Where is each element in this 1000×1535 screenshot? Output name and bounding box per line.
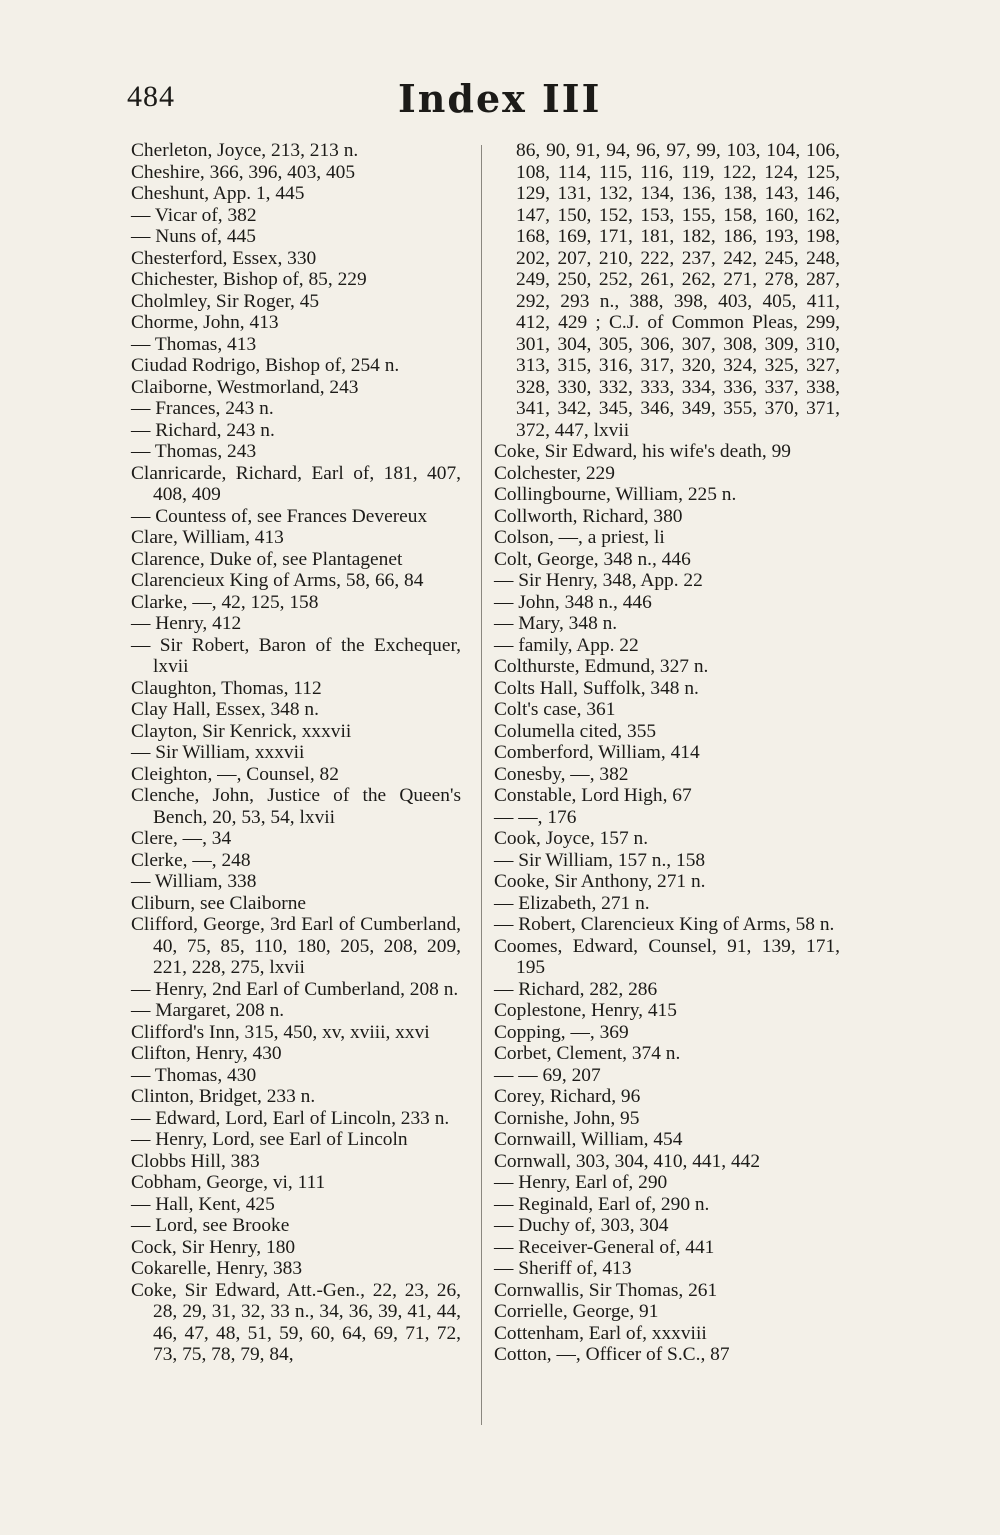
index-entry: Columella cited, 355 (494, 720, 657, 742)
index-entry: Coke, Sir Edward, Att.-Gen., 22, 23, 26, 28, 29, 31, 32, 33 n., 34, 36, 39, 41, 44, 46, 47, 48, 51, 59, 60, 64, 69, 71, 72, 73, 75, 78, 79, 84, (131, 1279, 461, 1365)
index-entry: — Reginald, Earl of, 290 n. (494, 1193, 710, 1215)
index-entry: Cliburn, see Claiborne (131, 892, 307, 914)
index-entry: Clere, —, 34 (131, 828, 232, 849)
index-entry: — Sheriff of, 413 (494, 1258, 632, 1279)
index-entry: Collingbourne, William, 225 n. (494, 484, 737, 505)
index-entry: — Henry, 2nd Earl of Cumberland, 208 n. (131, 978, 459, 1000)
index-entry: Clifford's Inn, 315, 450, xv, xviii, xxvi (131, 1021, 430, 1043)
index-entry: Clenche, John, Justice of the Queen's Bench, 20, 53, 54, lxvii (131, 785, 461, 828)
index-entry: — Thomas, 413 (131, 333, 257, 355)
index-entry: — Frances, 243 n. (131, 398, 274, 419)
index-entry: Corey, Richard, 96 (494, 1086, 641, 1107)
index-entry: — Mary, 348 n. (494, 613, 618, 634)
index-column-right (494, 140, 840, 1366)
index-entry: — Vicar of, 382 (131, 204, 257, 226)
index-entry: Collworth, Richard, 380 (494, 505, 683, 527)
index-entry: Cottenham, Earl of, xxxviii (494, 1322, 707, 1344)
index-entry: — Henry, 412 (131, 613, 242, 634)
index-entry: — Elizabeth, 271 n. (494, 892, 650, 914)
index-entry: Coplestone, Henry, 415 (494, 1000, 677, 1021)
index-entry: Cleighton, —, Counsel, 82 (131, 763, 339, 785)
index-entry: — Hall, Kent, 425 (131, 1193, 275, 1215)
index-column-left (131, 140, 461, 1366)
index-entry: Ciudad Rodrigo, Bishop of, 254 n. (131, 355, 400, 376)
index-entry: Clarencieux King of Arms, 58, 66, 84 (131, 570, 424, 591)
index-entry: — John, 348 n., 446 (494, 591, 652, 613)
index-entry: — Duchy of, 303, 304 (494, 1215, 669, 1236)
index-entry: Cock, Sir Henry, 180 (131, 1236, 296, 1258)
index-entry: — Nuns of, 445 (131, 226, 256, 247)
index-entry-continuation: 86, 90, 91, 94, 96, 97, 99, 103, 104, 106, 108, 114, 115, 116, 119, 122, 124, 125, 129, 131, 132, 134, 136, 138, 143, 146, 147, 150, 152, 153, 155, 158, 160, 162, 168, 169, 171, 181, 182, 186, 193, 198, 202, 207, 210, 222, 237, 242, 245, 248, 249, 250, 252, 261, 262, 271, 278, 287, 292, 293 n., 388, 398, 403, 405, 411, 412, 429 ; C.J. of Common Pleas, 299, 301, 304, 305, 306, 307, 308, 309, 310, 313, 315, 316, 317, 320, 324, 325, 327, 328, 330, 332, 333, 334, 336, 337, 338, 341, 342, 345, 346, 349, 355, 370, 371, 372, 447, lxvii (516, 140, 840, 441)
running-title: Index III (398, 76, 602, 121)
index-entry: Coomes, Edward, Counsel, 91, 139, 171, 195 (494, 935, 840, 978)
index-entry: Cornwallis, Sir Thomas, 261 (494, 1279, 718, 1301)
index-entry: Claiborne, Westmorland, 243 (131, 376, 359, 398)
column-divider (481, 145, 482, 1425)
index-entry: Clarence, Duke of, see Plantagenet (131, 548, 403, 570)
index-entry: Corbet, Clement, 374 n. (494, 1043, 681, 1064)
index-entry: — William, 338 (131, 871, 257, 892)
index-entry: Chorme, John, 413 (131, 312, 279, 333)
index-entry: Claughton, Thomas, 112 (131, 677, 322, 699)
index-entry: Clayton, Sir Kenrick, xxxvii (131, 720, 352, 742)
index-entry: Colt, George, 348 n., 446 (494, 548, 691, 570)
index-entry: — Sir William, xxxvii (131, 742, 305, 763)
index-entry: — Edward, Lord, Earl of Lincoln, 233 n. (131, 1107, 450, 1129)
index-entry: — Henry, Earl of, 290 (494, 1172, 668, 1193)
index-entry: Cook, Joyce, 157 n. (494, 828, 649, 849)
index-entry: — — 69, 207 (494, 1064, 601, 1086)
index-entry: Corrielle, George, 91 (494, 1301, 659, 1322)
index-entry: Cornwall, 303, 304, 410, 441, 442 (494, 1150, 761, 1172)
index-entry: Clanricarde, Richard, Earl of, 181, 407, 408, 409 (131, 462, 461, 505)
index-entry: Constable, Lord High, 67 (494, 785, 692, 806)
index-entry: Colson, —, a priest, li (494, 527, 665, 548)
index-entry: Cokarelle, Henry, 383 (131, 1258, 303, 1279)
index-entry: — Henry, Lord, see Earl of Lincoln (131, 1129, 408, 1150)
index-entry: Clinton, Bridget, 233 n. (131, 1086, 316, 1107)
index-entry: Cheshunt, App. 1, 445 (131, 183, 305, 204)
index-entry: Cheshire, 366, 396, 403, 405 (131, 161, 356, 183)
index-entry: — Receiver-General of, 441 (494, 1236, 715, 1258)
index-entry: Clobbs Hill, 383 (131, 1150, 260, 1172)
index-entry: Cholmley, Sir Roger, 45 (131, 290, 320, 312)
index-entry: Copping, —, 369 (494, 1021, 629, 1043)
index-entry: Cooke, Sir Anthony, 271 n. (494, 871, 706, 892)
index-entry: Chesterford, Essex, 330 (131, 247, 317, 269)
index-entry: Cotton, —, Officer of S.C., 87 (494, 1344, 730, 1365)
index-entry: Chichester, Bishop of, 85, 229 (131, 269, 367, 290)
index-entry: Colchester, 229 (494, 462, 615, 484)
index-entry: — family, App. 22 (494, 634, 639, 656)
index-entry: — Richard, 282, 286 (494, 978, 658, 1000)
index-entry: Clifford, George, 3rd Earl of Cumberland, 40, 75, 85, 110, 180, 205, 208, 209, 221, 228, 275, lxvii (131, 914, 461, 978)
index-entry: Clay Hall, Essex, 348 n. (131, 699, 319, 720)
index-entry: Cobham, George, vi, 111 (131, 1172, 326, 1193)
index-entry: Clarke, —, 42, 125, 158 (131, 591, 319, 613)
index-entry: Colt's case, 361 (494, 699, 616, 720)
index-entry: Colthurste, Edmund, 327 n. (494, 656, 709, 677)
page-number: 484 (127, 80, 175, 113)
index-entry: — —, 176 (494, 806, 577, 828)
index-entry: — Sir William, 157 n., 158 (494, 849, 706, 871)
index-entry: Comberford, William, 414 (494, 742, 700, 763)
index-entry: — Thomas, 243 (131, 441, 257, 462)
index-entry: Clare, William, 413 (131, 527, 284, 548)
index-entry: — Sir Henry, 348, App. 22 (494, 570, 703, 591)
index-entry: — Sir Robert, Baron of the Exchequer, lxvii (131, 634, 461, 677)
index-entry: Colts Hall, Suffolk, 348 n. (494, 677, 699, 699)
index-entry: — Thomas, 430 (131, 1064, 257, 1086)
index-entry: — Countess of, see Frances Devereux (131, 505, 428, 527)
index-entry: Clifton, Henry, 430 (131, 1043, 282, 1064)
index-entry: Coke, Sir Edward, his wife's death, 99 (494, 441, 791, 462)
index-entry: — Lord, see Brooke (131, 1215, 290, 1236)
index-entry: Cornishe, John, 95 (494, 1107, 640, 1129)
index-entry: Clerke, —, 248 (131, 849, 251, 871)
index-entry: — Robert, Clarencieux King of Arms, 58 n. (494, 914, 835, 935)
index-entry: — Richard, 243 n. (131, 419, 275, 441)
index-entry: — Margaret, 208 n. (131, 1000, 285, 1021)
index-entry: Cornwaill, William, 454 (494, 1129, 683, 1150)
index-entry: Conesby, —, 382 (494, 763, 629, 785)
index-entry: Cherleton, Joyce, 213, 213 n. (131, 140, 359, 161)
